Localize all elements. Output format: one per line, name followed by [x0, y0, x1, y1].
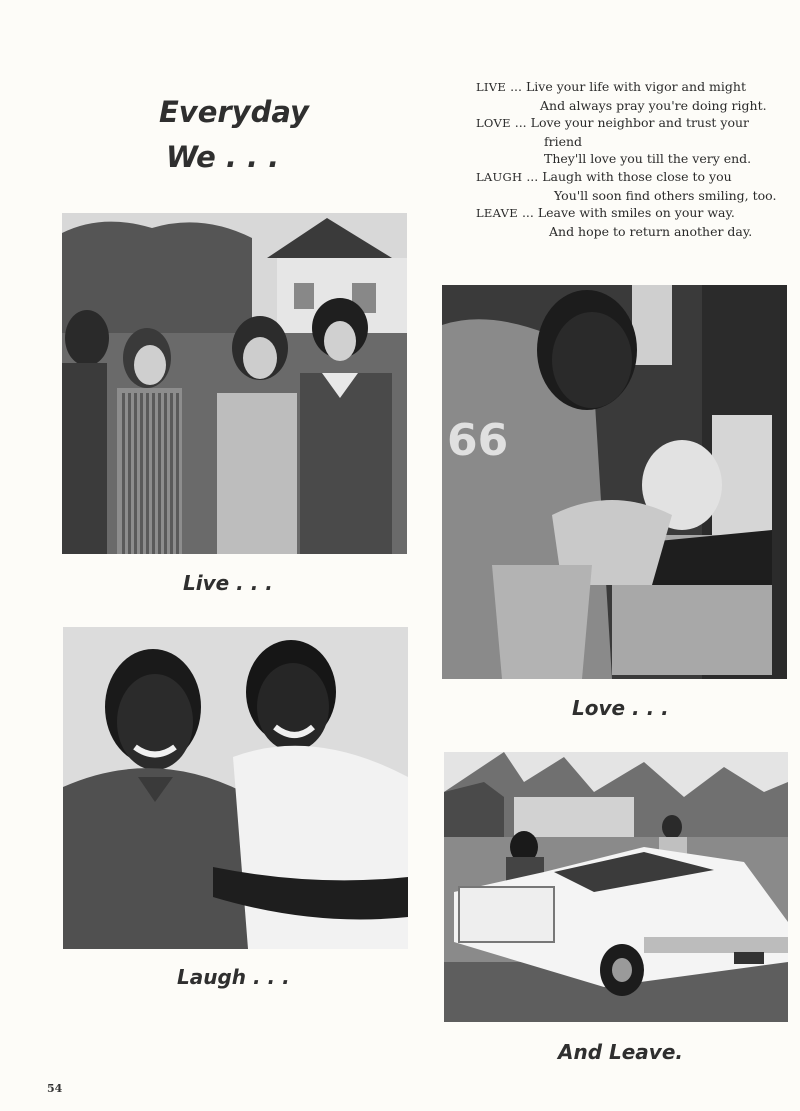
poem-text: Laugh with those close to you — [542, 168, 732, 184]
poem-line — [476, 114, 796, 133]
poem-line — [476, 223, 796, 241]
caption-love: Love . . . — [572, 696, 669, 720]
poem-text: And hope to return another day. — [549, 223, 753, 239]
photo-man-and-child-at-fountain — [442, 285, 787, 679]
poem-line — [476, 97, 796, 115]
photo-group-of-girls — [62, 213, 407, 554]
caption-live: Live . . . — [183, 571, 273, 595]
svg-text:66: 66 — [447, 415, 509, 466]
poem-text: Leave with smiles on your way. — [537, 205, 735, 221]
poem-line — [476, 187, 796, 205]
poem-text: Live your life with vigor and might — [525, 79, 746, 94]
page-number: 54 — [47, 1082, 63, 1095]
photo-two-smiling-young-men — [63, 627, 408, 949]
poem-keyword: LOVE — [476, 116, 511, 131]
poem-line — [476, 204, 796, 223]
poem-text: And always pray you're doing right. — [540, 97, 767, 113]
poem-line — [476, 78, 796, 97]
poem-keyword: LEAVE — [476, 206, 518, 221]
poem-separator: ... — [510, 115, 531, 131]
poem-separator: ... — [517, 205, 538, 221]
poem-line — [476, 133, 796, 151]
caption-laugh: Laugh . . . — [177, 965, 290, 989]
poem-keyword: LIVE — [476, 80, 507, 94]
poem-line — [476, 168, 796, 187]
heading-everyday: Everyday — [159, 95, 309, 129]
heading-we: We . . . — [166, 140, 280, 174]
poem-keyword: LAUGH — [476, 169, 523, 184]
poem-text: You'll soon find others smiling, too. — [554, 187, 777, 203]
poem-line — [476, 150, 796, 168]
caption-and-leave: And Leave. — [558, 1040, 683, 1064]
poem-block — [476, 78, 796, 240]
poem-text: Love your neighbor and trust your — [530, 115, 750, 131]
poem-text: friend — [544, 133, 583, 149]
poem-separator: ... — [506, 79, 526, 94]
poem-text: They'll love you till the very end. — [544, 151, 752, 167]
poem-separator: ... — [522, 168, 543, 184]
photo-car-leaving — [444, 752, 788, 1022]
